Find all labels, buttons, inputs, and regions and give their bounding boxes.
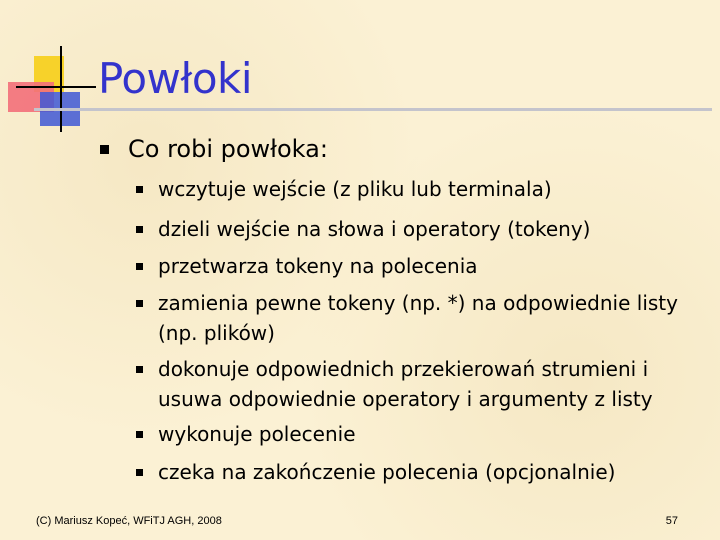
title-underline [34, 108, 712, 111]
square-bullet-icon [136, 300, 143, 307]
slide-title: Powłoki [98, 54, 252, 103]
footer-page-number: 57 [665, 515, 678, 527]
sub-bullet-text: wczytuje wejście (z pliku lub terminala) [158, 177, 552, 201]
logo-vertical-line [60, 46, 62, 132]
footer-author: (C) Mariusz Kopeć, WFiTJ AGH, 2008 [36, 515, 222, 527]
slide-logo-decoration [8, 46, 98, 136]
square-bullet-icon [136, 263, 143, 270]
sub-bullet-text: dzieli wejście na słowa i operatory (tokeny) [158, 217, 591, 241]
logo-horizontal-line [16, 86, 96, 88]
square-bullet-icon [136, 366, 143, 373]
sub-bullet-text: zamienia pewne tokeny (np. *) na odpowiednie listy (np. plików) [158, 291, 678, 345]
square-bullet-icon [136, 226, 143, 233]
sub-bullet-text: czeka na zakończenie polecenia (opcjonalnie) [158, 460, 616, 484]
sub-bullet-text: dokonuje odpowiednich przekierowań strumieni i usuwa odpowiednie operatory i argumenty z listy [158, 357, 653, 411]
square-bullet-icon [136, 186, 143, 193]
square-bullet-icon [100, 145, 109, 154]
square-bullet-icon [136, 469, 143, 476]
sub-bullet-text: przetwarza tokeny na polecenia [158, 254, 478, 278]
sub-bullet-text: wykonuje polecenie [158, 422, 356, 446]
square-bullet-icon [136, 431, 143, 438]
main-bullet-text: Co robi powłoka: [128, 135, 328, 163]
